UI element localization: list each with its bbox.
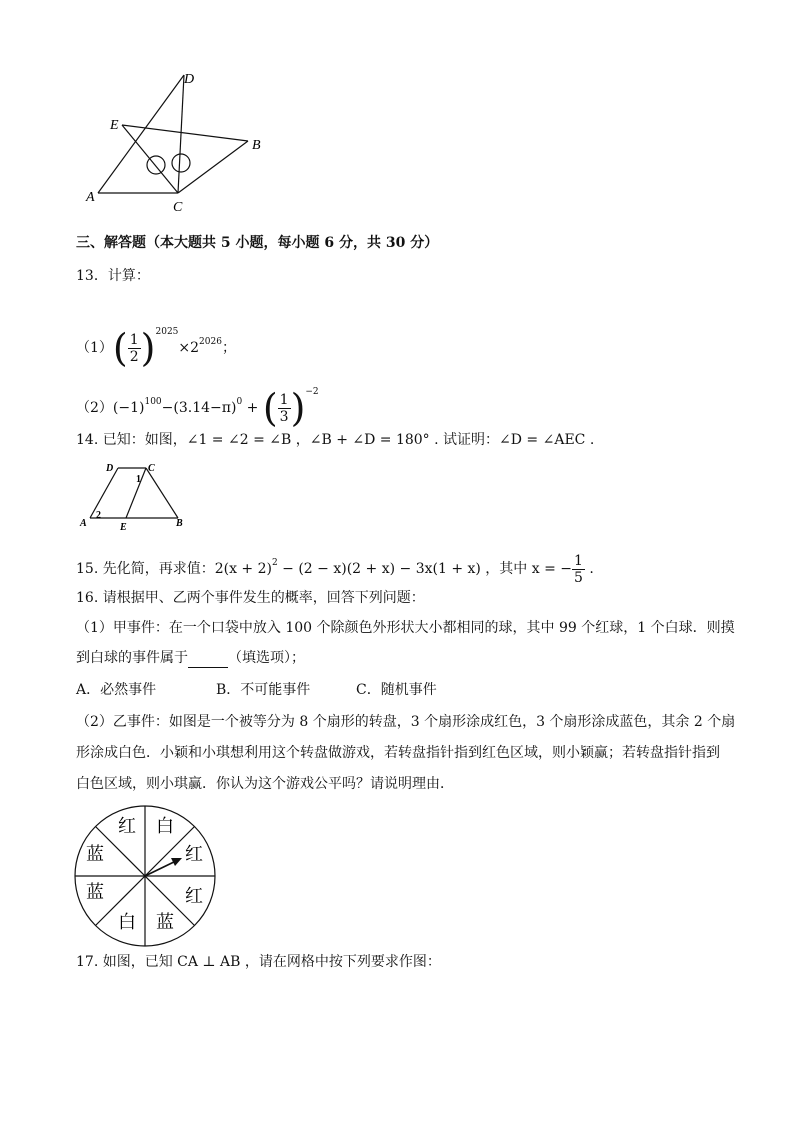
question-16-stem: 16. 请根据甲、乙两个事件发生的概率，回答下列问题： [76, 590, 425, 606]
trap-label-D: D [106, 463, 114, 474]
sector-label: 白 [118, 912, 136, 932]
option-a: A．必然事件 [76, 682, 157, 698]
question-16-p2-line2: 形涂成白色．小颖和小琪想利用这个转盘做游戏，若转盘指针指到红色区域，则小颖赢；若转盘指针指到 [76, 745, 720, 761]
q13-p2-plus: + [246, 400, 259, 416]
q13-p1-end: ； [221, 340, 236, 356]
q13-p1-exp2: 2026 [199, 337, 222, 347]
trap-label-2: 2 [96, 510, 101, 521]
q13-number: 13． [76, 268, 108, 284]
trapezoid-figure [76, 460, 196, 530]
q15-numerator: 1 [574, 552, 583, 569]
question-13-part-1: （1）( $\frac{1}{2}$ )$^{2025}\times 2^{2026}$； [76, 326, 236, 370]
label-B: B [252, 138, 261, 153]
trap-label-B: B [176, 518, 183, 529]
sector-label: 红 [118, 816, 136, 836]
trap-label-A: A [80, 518, 87, 529]
question-14-text: 14. 已知：如图，∠1 = ∠2 = ∠B ，∠B + ∠D = 180° . 试证明：∠D = ∠AEC . [76, 432, 595, 448]
label-D: D [184, 72, 195, 87]
sector-label: 白 [156, 816, 174, 836]
q13-p1-times: ×2 [178, 340, 200, 356]
question-16-p1-line2 [76, 648, 305, 668]
label-E: E [110, 118, 119, 133]
spinner-figure [70, 804, 220, 950]
q13-p2-label: （2） [76, 400, 113, 416]
question-13-part-2: $(2)(-1)^{100}-(3.14-\pi)^0$ + ( $\frac{1}{3}$ )$^{-2}$ [76, 386, 319, 430]
question-16-p2-line1: （2）乙事件：如图是一个被等分为 8 个扇形的转盘，3 个扇形涂成红色，3 个扇形涂成蓝色，其余 2 个扇 [76, 714, 736, 730]
q16-p1-line2-b: （填选项）； [228, 650, 305, 666]
question-15 [76, 545, 594, 587]
answer-blank[interactable] [188, 653, 228, 668]
trap-label-C: C [148, 463, 155, 474]
q15-square: 2 [271, 558, 278, 568]
sector-label: 红 [185, 844, 203, 864]
trap-label-E: E [120, 522, 127, 530]
q13-stem: 计算： [107, 268, 150, 284]
q13-p2-numerator: 1 [279, 391, 289, 408]
sector-label: 蓝 [86, 844, 104, 864]
q15-denominator: 5 [574, 569, 583, 586]
sector-label: 蓝 [156, 912, 174, 932]
q13-p2-exp: −2 [305, 387, 319, 397]
q13-p2-b-exp: 0 [236, 397, 243, 407]
sector-label: 红 [185, 886, 203, 906]
q13-p2-b: −(3.14−π) [161, 400, 237, 416]
trap-label-1: 1 [136, 474, 141, 485]
option-b: B．不可能事件 [216, 682, 311, 698]
q13-p1-label: （1） [76, 340, 113, 356]
q16-p1-line2-a: 到白球的事件属于 [76, 650, 188, 666]
q13-p2-a-exp: 100 [144, 397, 162, 407]
q15-mid: − (2 − x)(2 + x) − 3x(1 + x) ，其中 x = − [277, 561, 573, 577]
question-13-stem [76, 266, 150, 286]
question-16-p1-line1: （1）甲事件：在一个口袋中放入 100 个除颜色外形状大小都相同的球，其中 99 个红球，1 个白球．则摸 [76, 620, 735, 636]
q13-p2-denominator: 3 [279, 408, 289, 425]
q15-pre: 15. 先化简，再求值：2(x + 2) [76, 561, 272, 577]
section-title: 三、解答题（本大题共 5 小题，每小题 6 分，共 30 分） [76, 235, 439, 251]
q13-p1-denominator: 2 [129, 348, 139, 365]
q15-end: . [584, 561, 594, 577]
geometry-figure-triangles [80, 65, 280, 215]
q13-p2-a: (−1) [112, 400, 145, 416]
sector-label: 蓝 [86, 882, 104, 902]
question-17-text: 17. 如图，已知 CA ⊥ AB ，请在网格中按下列要求作图： [76, 954, 441, 970]
q13-p1-numerator: 1 [129, 331, 139, 348]
label-C: C [173, 200, 183, 215]
label-A: A [86, 190, 95, 205]
q13-p1-exp1: 2025 [155, 327, 179, 337]
question-16-p2-line3: 白色区域，则小琪赢．你认为这个游戏公平吗？请说明理由． [76, 776, 454, 792]
option-c: C．随机事件 [356, 682, 437, 698]
